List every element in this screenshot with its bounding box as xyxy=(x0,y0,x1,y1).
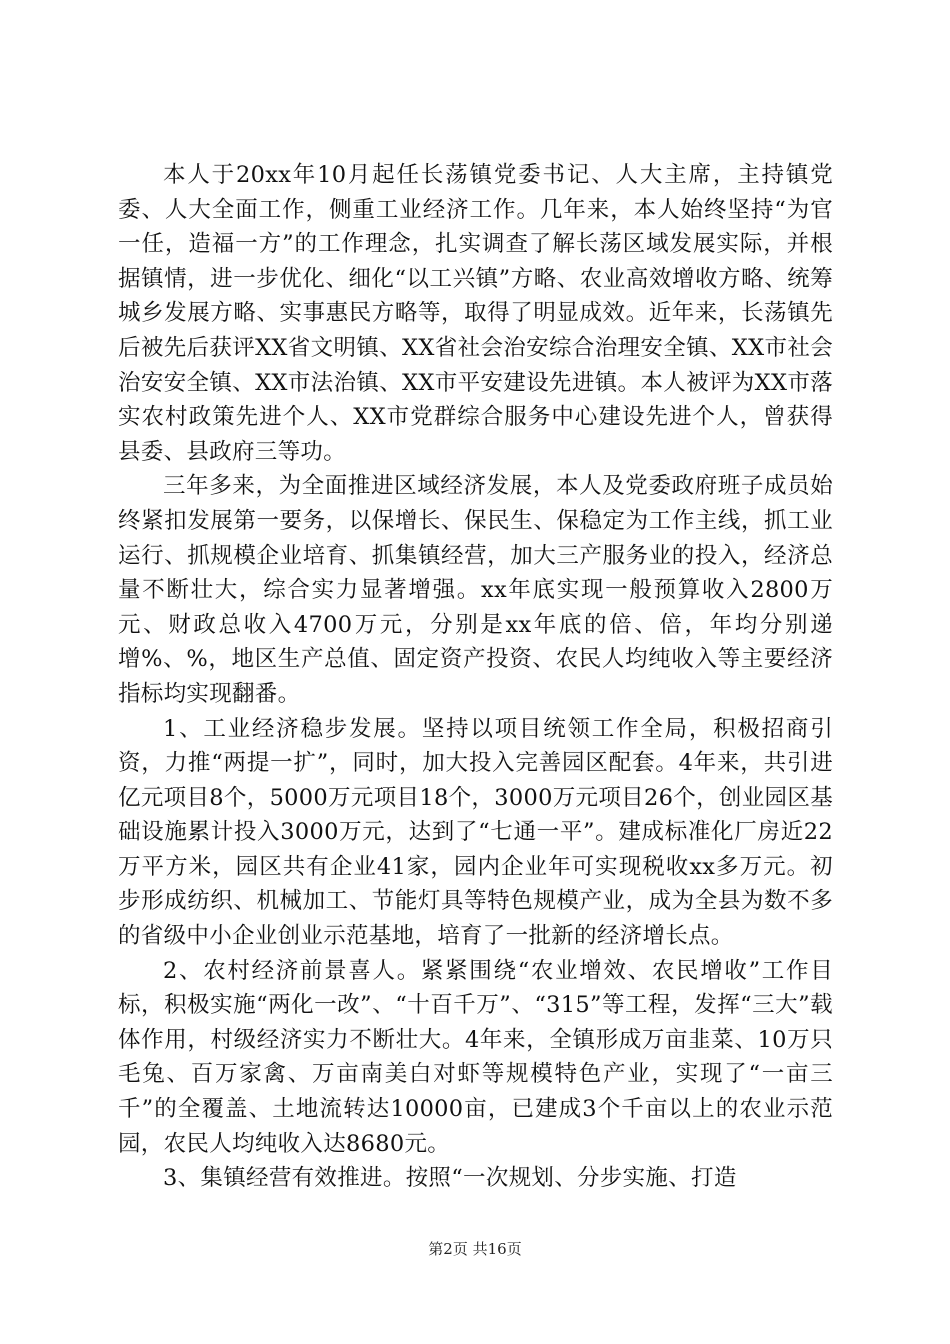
document-body xyxy=(118,158,833,1196)
paragraph-4: 2、农村经济前景喜人。紧紧围绕“农业增效、农民增收”工作目标，积极实施“两化一改”、“十百千万”、“315”等工程，发挥“三大”载体作用，村级经济实力不断壮大。4年来，全镇形成万亩韭菜、10万只毛兔、百万家禽、万亩南美白对虾等规模特色产业，实现了“一亩三千”的全覆盖、土地流转达10000亩，已建成3个千亩以上的农业示范园，农民人均纯收入达8680元。 xyxy=(118,957,833,1157)
paragraph-5: 3、集镇经营有效推进。按照“一次规划、分步实施、打造 xyxy=(163,1165,737,1192)
page-footer: 第2页 共16页 xyxy=(428,1240,522,1258)
paragraph-2: 三年多来，为全面推进区域经济发展，本人及党委政府班子成员始终紧扣发展第一要务，以保增长、保民生、保稳定为工作主线，抓工业运行、抓规模企业培育、抓集镇经营，加大三产服务业的投入，经济总量不断壮大，综合实力显著增强。xx年底实现一般预算收入2800万元、财政总收入4700万元，分别是xx年底的倍、倍，年均分别递增%、%，地区生产总值、固定资产投资、农民人均纯收入等主要经济指标均实现翻番。 xyxy=(118,473,833,707)
paragraph-1: 本人于20xx年10月起任长荡镇党委书记、人大主席，主持镇党委、人大全面工作，侧重工业经济工作。几年来，本人始终坚持“为官一任，造福一方”的工作理念，扎实调查了解长荡区域发展实际，并根据镇情，进一步优化、细化“以工兴镇”方略、农业高效增收方略、统筹城乡发展方略、实事惠民方略等，取得了明显成效。近年来，长荡镇先后被先后获评XX省文明镇、XX省社会治安综合治理安全镇、XX市社会治安安全镇、XX市法治镇、XX市平安建设先进镇。本人被评为XX市落实农村政策先进个人、XX市党群综合服务中心建设先进个人，曾获得县委、县政府三等功。 xyxy=(118,162,833,465)
paragraph-3: 1、工业经济稳步发展。坚持以项目统领工作全局，积极招商引资，力推“两提一扩”，同时，加大投入完善园区配套。4年来，共引进亿元项目8个，5000万元项目18个，3000万元项目26个，创业园区基础设施累计投入3000万元，达到了“七通一平”。建成标准化厂房近22万平方米，园区共有企业41家，园内企业年可实现税收xx多万元。初步形成纺织、机械加工、节能灯具等特色规模产业，成为全县为数不多的省级中小企业创业示范基地，培育了一批新的经济增长点。 xyxy=(118,715,833,950)
